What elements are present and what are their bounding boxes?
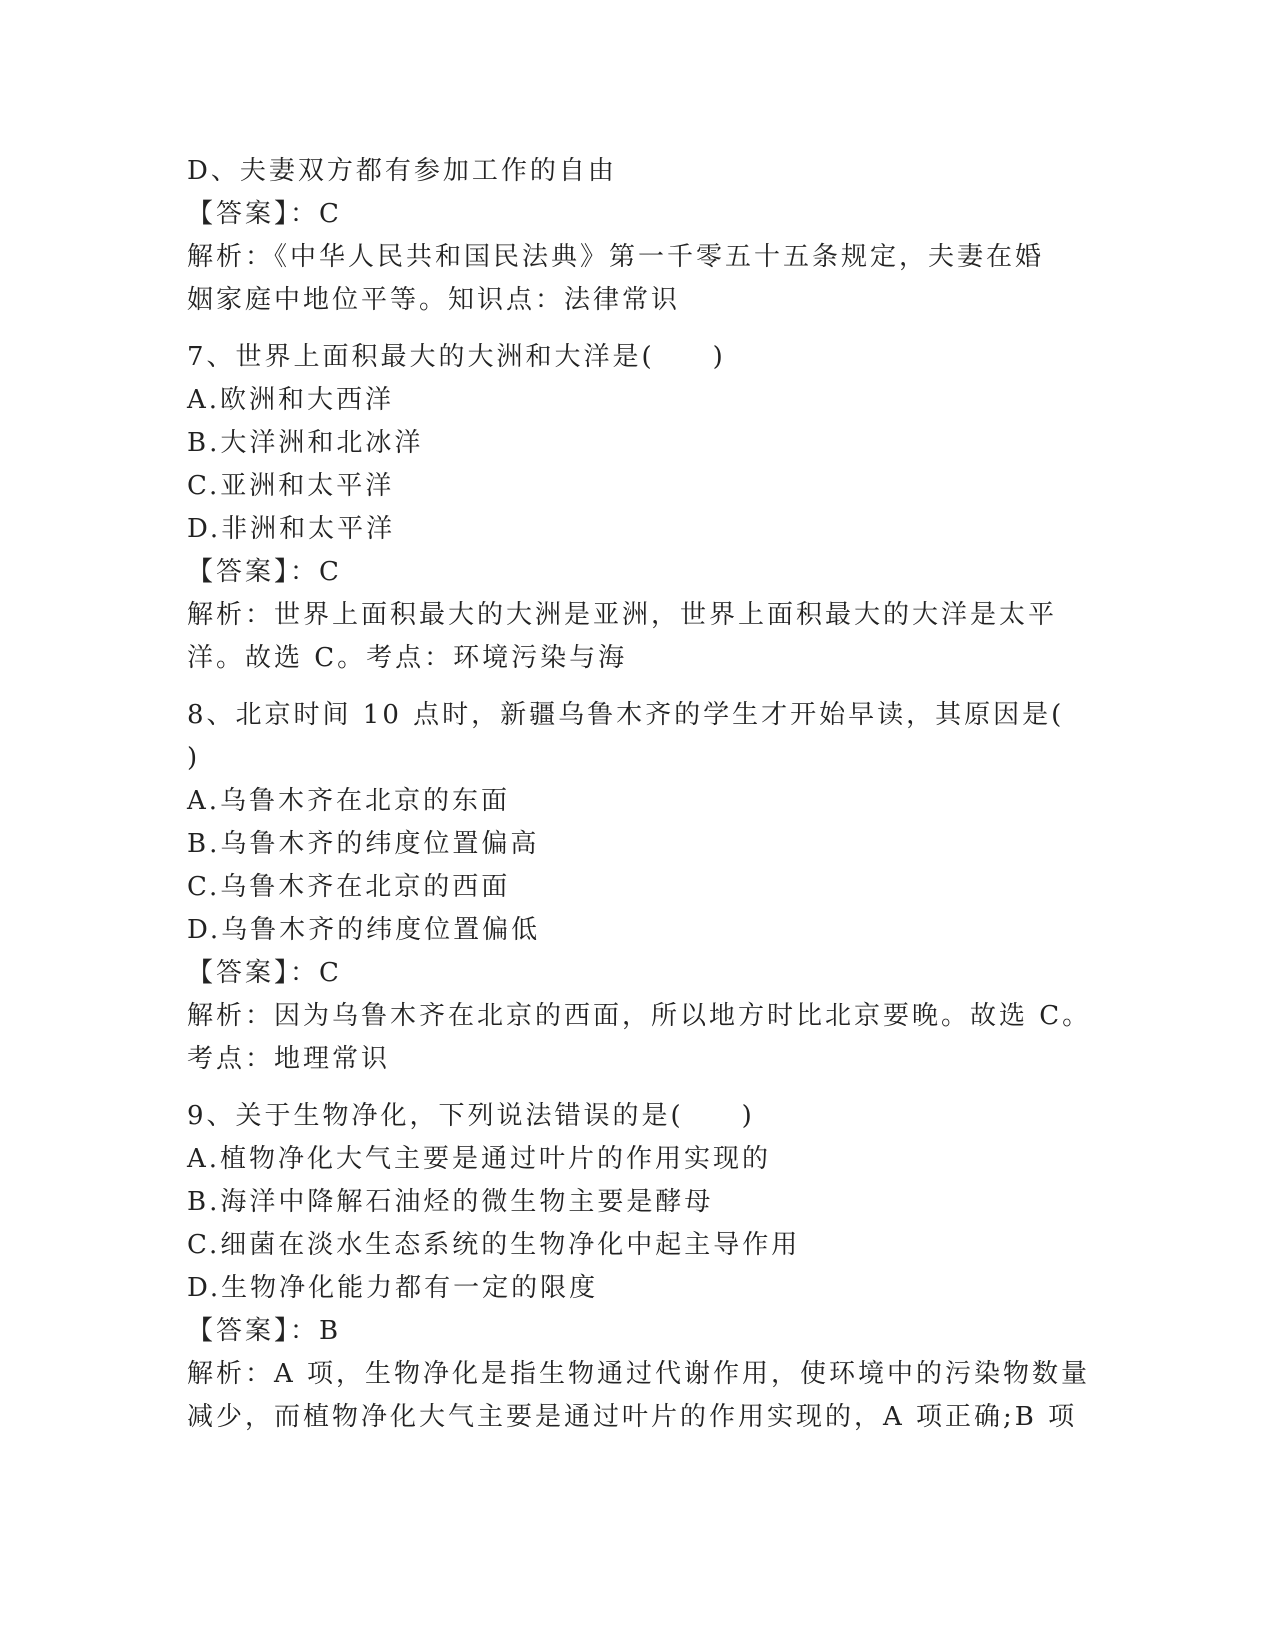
question-stem: 7、世界上面积最大的大洲和大洋是( ): [187, 342, 726, 372]
option-c: C.亚洲和太平洋: [187, 471, 395, 501]
analysis-line: 减少，而植物净化大气主要是通过叶片的作用实现的，A 项正确;B 项: [187, 1402, 1078, 1432]
option-b: B.乌鲁木齐的纬度位置偏高: [187, 829, 540, 859]
question-7: [187, 336, 1087, 680]
option-c: C.乌鲁木齐在北京的西面: [187, 872, 511, 902]
analysis-line: 解析：世界上面积最大的大洲是亚洲，世界上面积最大的大洋是太平: [187, 600, 1058, 630]
analysis-line: 解析：因为乌鲁木齐在北京的西面，所以地方时比北京要晚。故选 C。: [187, 1001, 1092, 1031]
option-d: D.乌鲁木齐的纬度位置偏低: [187, 915, 541, 945]
question-8: [187, 694, 1092, 1081]
analysis-line: 解析：A 项，生物净化是指生物通过代谢作用，使环境中的污染物数量: [187, 1359, 1091, 1389]
answer: 【答案】：C: [187, 199, 342, 229]
option-d: D.非洲和太平洋: [187, 514, 396, 544]
question-stem: 8、北京时间 10 点时，新疆乌鲁木齐的学生才开始早读，其原因是(: [187, 700, 1065, 730]
option-a: A.植物净化大气主要是通过叶片的作用实现的: [187, 1144, 772, 1174]
analysis-line: 解析：《中华人民共和国民法典》第一千零五十五条规定，夫妻在婚: [187, 242, 1045, 272]
answer: 【答案】：C: [187, 557, 342, 587]
option-d: D、夫妻双方都有参加工作的自由: [187, 156, 617, 186]
answer: 【答案】：B: [187, 1316, 342, 1346]
option-d: D.生物净化能力都有一定的限度: [187, 1273, 599, 1303]
document-page: [187, 150, 1092, 1439]
question-stem-continued: ): [187, 743, 201, 773]
option-c: C.细菌在淡水生态系统的生物净化中起主导作用: [187, 1230, 801, 1260]
question-stem: 9、关于生物净化，下列说法错误的是( ): [187, 1101, 755, 1131]
option-a: A.欧洲和大西洋: [187, 385, 395, 415]
option-a: A.乌鲁木齐在北京的东面: [187, 786, 511, 816]
question-6-tail: [187, 150, 1087, 322]
answer: 【答案】：C: [187, 958, 342, 988]
option-b: B.大洋洲和北冰洋: [187, 428, 424, 458]
question-9: [187, 1095, 1091, 1439]
analysis-line: 洋。故选 C。考点：环境污染与海: [187, 643, 628, 673]
analysis-line: 考点：地理常识: [187, 1044, 391, 1074]
analysis-line: 姻家庭中地位平等。知识点：法律常识: [187, 285, 681, 315]
option-b: B.海洋中降解石油烃的微生物主要是酵母: [187, 1187, 714, 1217]
